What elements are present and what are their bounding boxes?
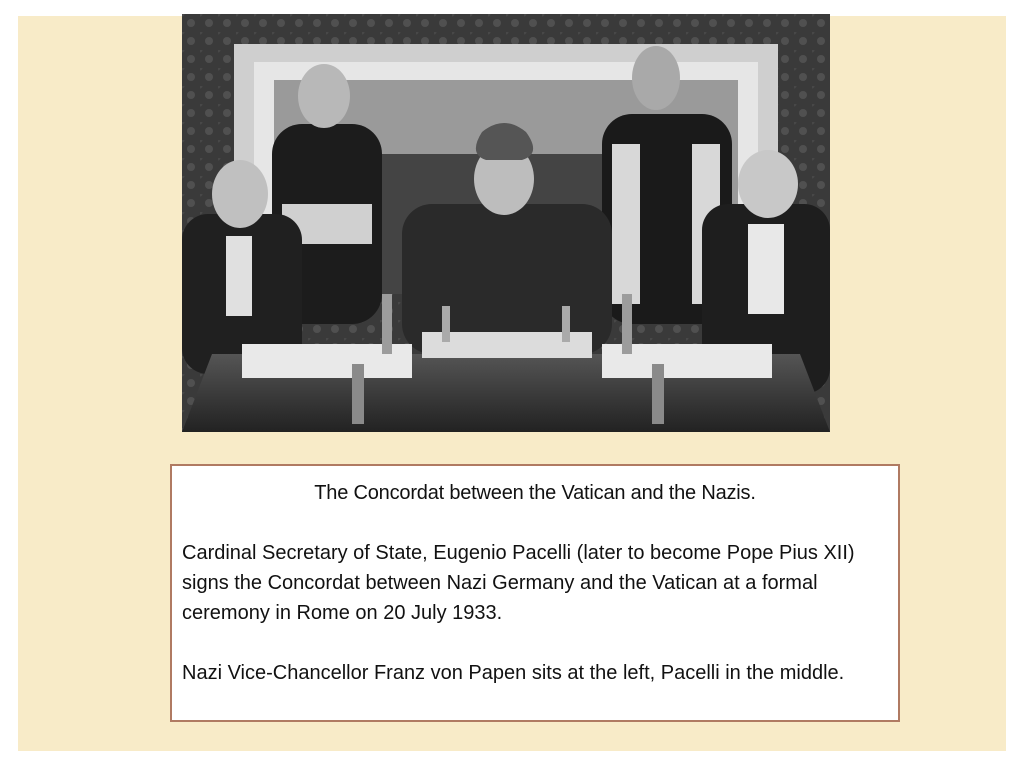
photo-illustration [182, 14, 830, 432]
caption-title: The Concordat between the Vatican and the Nazis. [314, 482, 756, 504]
caption-paragraph-2-tail: sits at the left, Pacelli in the middle. [526, 662, 845, 684]
caption-paragraph-1: Cardinal Secretary of State, Eugenio Pacelli (later to become Pope Pius XII) signs the Concordat between Nazi Germany and the Vatican at a formal ceremony in Rome on 20 July 1933. [182, 542, 855, 624]
historical-photo [182, 14, 830, 432]
caption-paragraph-2 [182, 658, 888, 688]
caption-paragraph-2-lead: Nazi Vice-Chancellor [182, 662, 374, 684]
caption-name-franz-von-papen: Franz von Papen [373, 662, 527, 684]
caption-box [170, 464, 900, 722]
